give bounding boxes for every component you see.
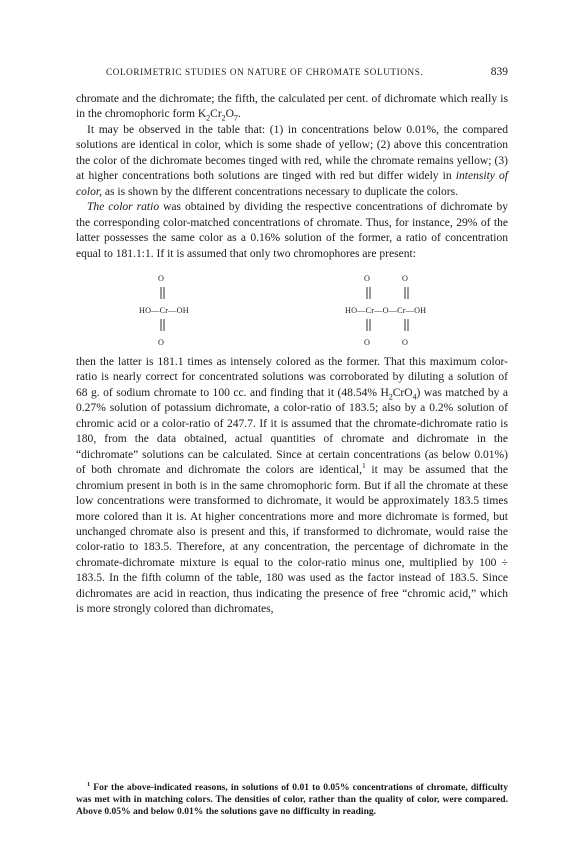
p1-text-b: Cr: [210, 108, 222, 121]
paragraph-2: [76, 123, 508, 200]
p1-sub-2: 2: [221, 113, 226, 123]
paragraph-1: [76, 92, 508, 123]
p3-text: was obtained by dividing the respective concentrations of dichromate by the corresponding color-matched concentrations of chromate. Thus, for instance, 29% of the latter possesses the same color as a 0.16% solution of the former, a ratio of concentration equal to 181.1:1. If it is assumed that only two chromophores are present:: [76, 201, 508, 260]
body-text: [76, 92, 508, 618]
p2-text-a: It may be observed in the table that: (1) in concentrations below 0.01%, the compared solutions are identical in color, which is some shade of yellow; (2) above this concentration the color of the dichromate becomes tinged with red, while the chromate remains yellow; (3) at higher concentrations both solutions are tinged with red but differ widely in: [76, 123, 508, 183]
formula-chromic-acid: HO—Cr—OH: [139, 305, 189, 315]
oxygen-right2-top: O: [402, 273, 409, 283]
footnote: [76, 782, 508, 818]
p1-sub-1: 2: [206, 113, 211, 123]
running-header: [76, 67, 508, 81]
oxygen-right2-bottom: O: [402, 337, 409, 347]
p4-text-b: CrO: [392, 386, 413, 399]
p2-italic: intensity of color,: [76, 170, 509, 198]
running-title: COLORIMETRIC STUDIES ON NATURE OF CHROMATE SOLUTIONS.: [106, 67, 424, 77]
footnote-text: For the above-indicated reasons, in solutions of 0.01 to 0.05% concentrations of chromate, difficulty was met with in matching colors. The densities of color, rather than the quality of color, were compared. Above 0.05% and below 0.01% the solutions gave no difficulty in reading.: [76, 782, 508, 818]
oxygen-left-top: O: [158, 273, 165, 283]
p3-italic: The color ratio: [87, 201, 160, 214]
p4-sub-2: 4: [412, 392, 417, 402]
p4-sub-1: 2: [388, 392, 393, 402]
oxygen-right1-bottom: O: [364, 337, 371, 347]
p4-text-a: then the latter is 181.1 times as intensely colored as the former. That this maximum color-ratio is nearly correct for concentrated solutions was corroborated by diluting a solution of 68 g. of sodium chromate to 100 cc. and finding that it (48.54% H: [76, 355, 508, 399]
footnote-1: [76, 782, 508, 818]
page-number: 839: [490, 66, 508, 78]
formula-dichromic-acid: HO—Cr—O—Cr—OH: [345, 305, 427, 315]
paragraph-4: [76, 355, 508, 618]
p1-sub-3: 7: [233, 113, 238, 123]
p4-text-c: ) was matched by a 0.27% solution of potassium dichromate, a color-ratio of 183.5; also by a 0.2% solution of chromic acid or a color-ratio of 247.7. If it is assumed that the chromate-dichromate ratio is 180, from the data obtained, actual quantities of chromate and dichromate in the “dichromate” solutions can be calculated. Since at certain concentrations (as below 0.01%) of both chromate and dichromate the colors are identical,: [76, 386, 508, 477]
footnote-marker: 1: [87, 780, 91, 788]
p2-text-b: as is shown by the different concentrations necessary to duplicate the colors.: [101, 185, 459, 198]
p1-text-d: .: [237, 108, 241, 121]
paragraph-3: [76, 200, 508, 262]
p4-text-d: it may be assumed that the chromium present in both is in the same chromophoric form. But if all the chromate at these low concentrations were transformed to dichromate, it would be approximately 183.5 times more colored than it is. At higher concentrations more and more dichromate is formed, but unchanged chromate also is present and this, if transformed to dichromate, would raise the color-ratio to 183.5. Therefore, at any concentration, the percentage of dichromate in the chromate-dichromate mixture is equal to the color-ratio minus one, multiplied by 100 ÷ 183.5. In the fifth column of the table, 180 was used as the factor instead of 183.5. Since dichromates are acid in reaction, thus indicating the presence of free “chromic acid,” which is more strongly colored than dichromates,: [76, 464, 508, 616]
p1-text-c: O: [225, 108, 234, 121]
p1-text-a: chromate and the dichromate; the fifth, the calculated per cent. of dichromate which really is in the chromophoric form K: [76, 93, 508, 121]
footnote-ref-1: 1: [361, 461, 366, 471]
oxygen-left-bottom: O: [158, 337, 165, 347]
oxygen-right1-top: O: [364, 273, 371, 283]
structural-formulas: [76, 263, 508, 355]
